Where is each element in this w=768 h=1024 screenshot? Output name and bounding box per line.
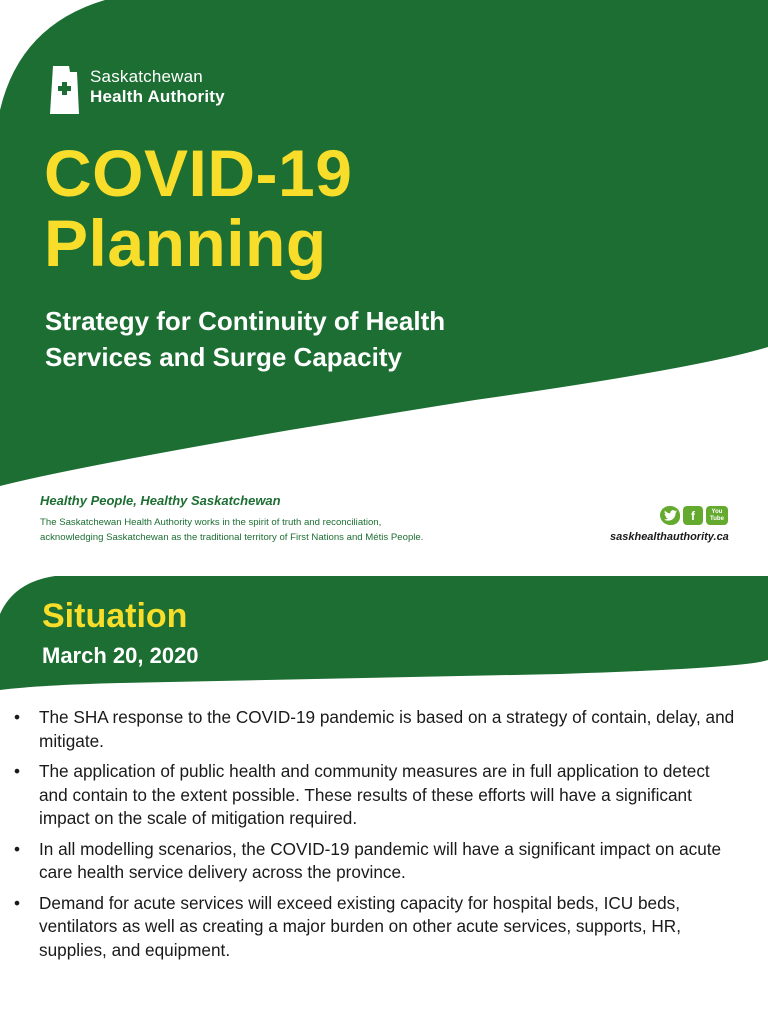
list-item-text: The application of public health and community measures are in full application to detect and contain to the extent possible. These results of these efforts will have a significant impact on the scale of mitigation required. — [39, 761, 710, 828]
list-item — [14, 892, 742, 963]
sha-logo — [48, 64, 225, 116]
title-line: Planning — [44, 206, 327, 280]
bullet-icon: • — [14, 892, 21, 913]
acknowledgement-line: acknowledging Saskatchewan as the traditional territory of First Nations and Métis People. — [40, 532, 424, 543]
website-link[interactable]: saskhealthauthority.ca — [610, 531, 729, 543]
logo-text-saskatchewan: Saskatchewan — [90, 67, 203, 86]
list-item-text: Demand for acute services will exceed existing capacity for hospital beds, ICU beds, ventilators as well as creating a major burden on other acute services, supports, HR, supplies, and equipment. — [39, 892, 681, 960]
acknowledgement-line: The Saskatchewan Health Authority works in the spirit of truth and reconciliation, — [40, 517, 382, 528]
list-item-text: The SHA response to the COVID-19 pandemic is based on a strategy of contain, delay, and mitigate. — [39, 707, 735, 751]
youtube-label-you: You — [711, 508, 723, 515]
twitter-icon[interactable] — [660, 506, 680, 525]
bullet-list — [14, 706, 742, 969]
youtube-label-tube: Tube — [710, 515, 724, 522]
bullet-icon: • — [14, 838, 21, 859]
social-icons — [660, 506, 728, 525]
logo-text-health-authority: Health Authority — [90, 87, 225, 106]
facebook-icon[interactable]: f — [683, 506, 703, 525]
list-item — [14, 760, 742, 831]
bullet-icon: • — [14, 761, 21, 781]
situation-slide — [0, 576, 768, 1024]
slide-subtitle — [45, 303, 445, 375]
list-item — [14, 706, 742, 753]
subtitle-line: Services and Surge Capacity — [45, 342, 402, 372]
youtube-icon[interactable] — [706, 506, 728, 525]
list-item-text: In all modelling scenarios, the COVID-19 pandemic will have a significant impact on acute care health service delivery across the province. — [39, 838, 722, 882]
list-item — [14, 838, 742, 885]
province-cross-icon — [48, 64, 81, 116]
section-date: March 20, 2020 — [42, 643, 199, 668]
section-title: Situation — [42, 597, 188, 635]
subtitle-line: Strategy for Continuity of Health — [45, 306, 446, 336]
tagline: Healthy People, Healthy Saskatchewan — [40, 493, 281, 508]
bullet-icon: • — [14, 707, 21, 727]
twitter-bird-icon — [664, 510, 677, 521]
title-line: COVID-19 — [44, 136, 353, 210]
slide-title — [44, 138, 352, 278]
acknowledgement-text — [40, 515, 423, 545]
